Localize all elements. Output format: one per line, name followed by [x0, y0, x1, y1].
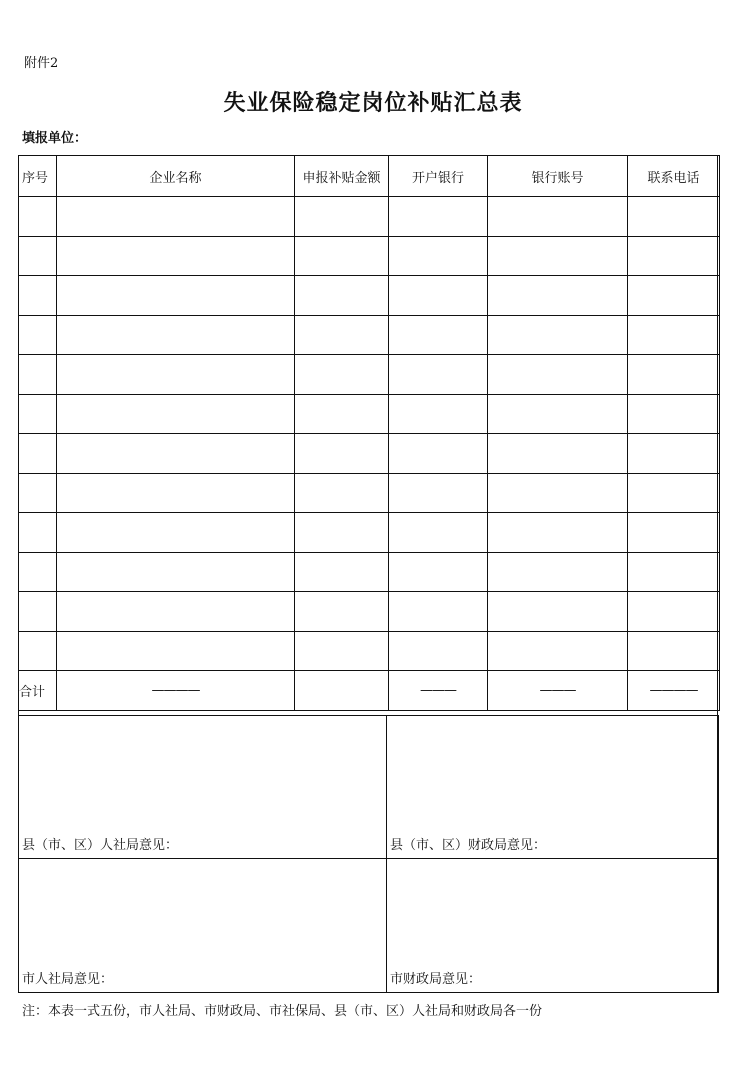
county-hr-opinion-label: 县（市、区）人社局意见： — [22, 838, 179, 853]
cell-subsidy-amount[interactable] — [295, 236, 389, 276]
cell-phone[interactable] — [628, 236, 720, 276]
cell-bank[interactable] — [389, 552, 488, 592]
cell-company-name[interactable] — [57, 276, 295, 316]
county-finance-opinion-label: 县（市、区）财政局意见： — [390, 838, 547, 853]
cell-bank[interactable] — [389, 473, 488, 513]
table-row — [19, 315, 720, 355]
cell-account[interactable] — [488, 236, 628, 276]
table-row — [19, 355, 720, 395]
cell-account[interactable] — [488, 631, 628, 671]
cell-index[interactable] — [19, 592, 57, 632]
cell-phone[interactable] — [628, 473, 720, 513]
cell-bank[interactable] — [389, 236, 488, 276]
city-hr-opinion-box[interactable] — [18, 858, 387, 993]
table-row — [19, 276, 720, 316]
cell-subsidy-amount[interactable] — [295, 394, 389, 434]
cell-company-name[interactable] — [57, 315, 295, 355]
total-company-dash: ———— — [57, 671, 295, 711]
total-amount-cell[interactable] — [295, 671, 389, 711]
county-finance-opinion-box[interactable] — [386, 715, 719, 859]
table-row — [19, 592, 720, 632]
header-phone: 联系电话 — [628, 156, 720, 197]
cell-account[interactable] — [488, 592, 628, 632]
cell-account[interactable] — [488, 355, 628, 395]
table-row — [19, 552, 720, 592]
cell-subsidy-amount[interactable] — [295, 552, 389, 592]
cell-index[interactable] — [19, 434, 57, 474]
opinions-section — [18, 715, 719, 993]
cell-company-name[interactable] — [57, 552, 295, 592]
cell-bank[interactable] — [389, 631, 488, 671]
cell-phone[interactable] — [628, 315, 720, 355]
table-row — [19, 394, 720, 434]
cell-company-name[interactable] — [57, 473, 295, 513]
total-label: 合计 — [19, 671, 57, 711]
cell-phone[interactable] — [628, 592, 720, 632]
cell-phone[interactable] — [628, 394, 720, 434]
table-row — [19, 236, 720, 276]
cell-bank[interactable] — [389, 355, 488, 395]
header-account: 银行账号 — [488, 156, 628, 197]
cell-subsidy-amount[interactable] — [295, 315, 389, 355]
cell-phone[interactable] — [628, 434, 720, 474]
cell-bank[interactable] — [389, 592, 488, 632]
county-hr-opinion-box[interactable] — [18, 715, 387, 859]
cell-company-name[interactable] — [57, 355, 295, 395]
cell-subsidy-amount[interactable] — [295, 513, 389, 553]
cell-phone[interactable] — [628, 276, 720, 316]
cell-phone[interactable] — [628, 355, 720, 395]
header-bank: 开户银行 — [389, 156, 488, 197]
cell-phone[interactable] — [628, 552, 720, 592]
cell-company-name[interactable] — [57, 197, 295, 237]
cell-subsidy-amount[interactable] — [295, 355, 389, 395]
city-hr-opinion-label: 市人社局意见： — [22, 972, 114, 987]
table-row — [19, 631, 720, 671]
city-finance-opinion-box[interactable] — [386, 858, 719, 993]
cell-account[interactable] — [488, 434, 628, 474]
cell-account[interactable] — [488, 197, 628, 237]
table-header-row — [19, 156, 720, 197]
cell-account[interactable] — [488, 276, 628, 316]
cell-company-name[interactable] — [57, 434, 295, 474]
cell-index[interactable] — [19, 513, 57, 553]
footnote: 注：本表一式五份，市人社局、市财政局、市社保局、县（市、区）人社局和财政局各一份 — [22, 1004, 543, 1019]
cell-subsidy-amount[interactable] — [295, 434, 389, 474]
cell-company-name[interactable] — [57, 394, 295, 434]
header-company-name: 企业名称 — [57, 156, 295, 197]
cell-index[interactable] — [19, 473, 57, 513]
cell-account[interactable] — [488, 552, 628, 592]
page-title: 失业保险稳定岗位补贴汇总表 — [223, 91, 523, 116]
cell-index[interactable] — [19, 197, 57, 237]
cell-index[interactable] — [19, 394, 57, 434]
cell-subsidy-amount[interactable] — [295, 197, 389, 237]
cell-company-name[interactable] — [57, 236, 295, 276]
cell-bank[interactable] — [389, 315, 488, 355]
cell-bank[interactable] — [389, 394, 488, 434]
cell-subsidy-amount[interactable] — [295, 592, 389, 632]
cell-company-name[interactable] — [57, 592, 295, 632]
table-row — [19, 434, 720, 474]
cell-index[interactable] — [19, 355, 57, 395]
cell-index[interactable] — [19, 315, 57, 355]
cell-company-name[interactable] — [57, 631, 295, 671]
fill-unit-label: 填报单位： — [22, 131, 88, 146]
cell-phone[interactable] — [628, 513, 720, 553]
cell-index[interactable] — [19, 276, 57, 316]
header-index: 序号 — [19, 156, 57, 197]
cell-bank[interactable] — [389, 434, 488, 474]
cell-phone[interactable] — [628, 631, 720, 671]
cell-phone[interactable] — [628, 197, 720, 237]
cell-subsidy-amount[interactable] — [295, 276, 389, 316]
annex-label: 附件2 — [24, 56, 59, 71]
total-phone-dash: ———— — [628, 671, 720, 711]
cell-subsidy-amount[interactable] — [295, 631, 389, 671]
summary-table — [18, 155, 720, 711]
header-subsidy-amount: 申报补贴金额 — [295, 156, 389, 197]
cell-bank[interactable] — [389, 276, 488, 316]
total-bank-dash: ——— — [389, 671, 488, 711]
table-row — [19, 197, 720, 237]
table-row — [19, 513, 720, 553]
cell-index[interactable] — [19, 236, 57, 276]
cell-account[interactable] — [488, 394, 628, 434]
cell-bank[interactable] — [389, 513, 488, 553]
cell-index[interactable] — [19, 631, 57, 671]
cell-index[interactable] — [19, 552, 57, 592]
cell-account[interactable] — [488, 473, 628, 513]
cell-company-name[interactable] — [57, 513, 295, 553]
cell-account[interactable] — [488, 315, 628, 355]
total-account-dash: ——— — [488, 671, 628, 711]
table-body — [19, 197, 720, 711]
cell-account[interactable] — [488, 513, 628, 553]
city-finance-opinion-label: 市财政局意见： — [390, 972, 482, 987]
total-row — [19, 671, 720, 711]
table-row — [19, 473, 720, 513]
cell-bank[interactable] — [389, 197, 488, 237]
cell-subsidy-amount[interactable] — [295, 473, 389, 513]
